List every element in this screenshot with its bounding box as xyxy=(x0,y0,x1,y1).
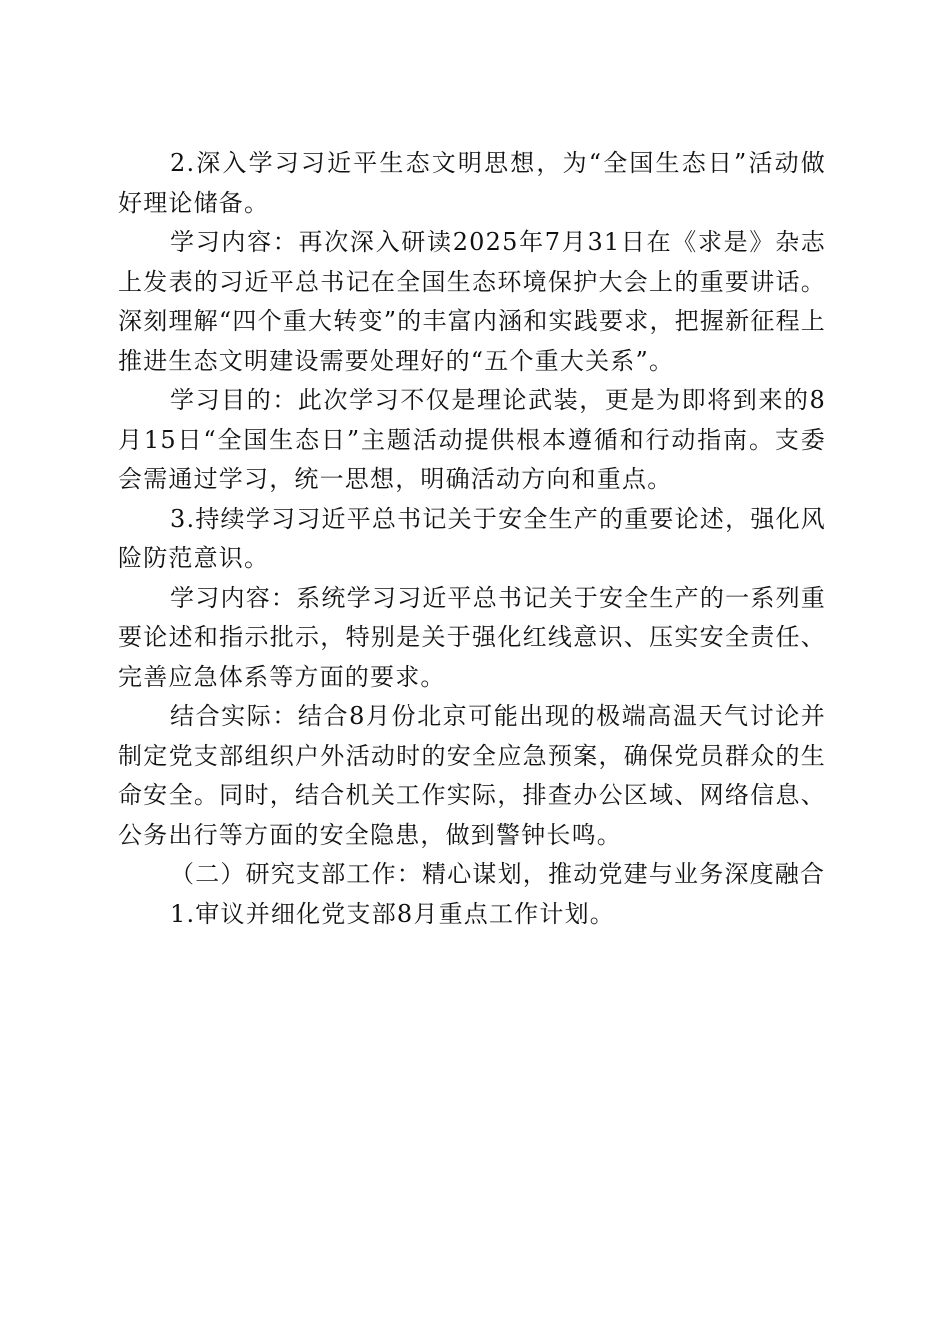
item-3-heading: 3.持续学习习近平总书记关于安全生产的重要论述，强化风险防范意识。 xyxy=(118,504,826,572)
practice-paragraph: 结合实际：结合8月份北京可能出现的极端高温天气讨论并制定党支部组织户外活动时的安全应急预案，确保党员群众的生命安全。同时，结合机关工作实际，排查办公区域、网络信息、公务出行等方面的安全隐患，做到警钟长鸣。 xyxy=(118,702,826,849)
document-page xyxy=(118,144,826,934)
item-2-heading: 2.深入学习习近平生态文明思想，为“全国生态日”活动做好理论储备。 xyxy=(118,149,826,217)
item-1-heading: 1.审议并细化党支部8月重点工作计划。 xyxy=(170,899,615,928)
study-purpose-paragraph: 学习目的：此次学习不仅是理论武装，更是为即将到来的8月15日“全国生态日”主题活动提供根本遵循和行动指南。支委会需通过学习，统一思想，明确活动方向和重点。 xyxy=(118,386,826,493)
section-two-heading: （二）研究支部工作：精心谋划，推动党建与业务深度融合 xyxy=(170,860,826,888)
safety-study-content-paragraph: 学习内容：系统学习习近平总书记关于安全生产的一系列重要论述和指示批示，特别是关于强化红线意识、压实安全责任、完善应急体系等方面的要求。 xyxy=(118,583,826,691)
study-content-paragraph: 学习内容：再次深入研读2025年7月31日在《求是》杂志上发表的习近平总书记在全国生态环境保护大会上的重要讲话。深刻理解“四个重大转变”的丰富内涵和实践要求，把握新征程上推进生态文明建设需要处理好的“五个重大关系”。 xyxy=(118,228,826,375)
